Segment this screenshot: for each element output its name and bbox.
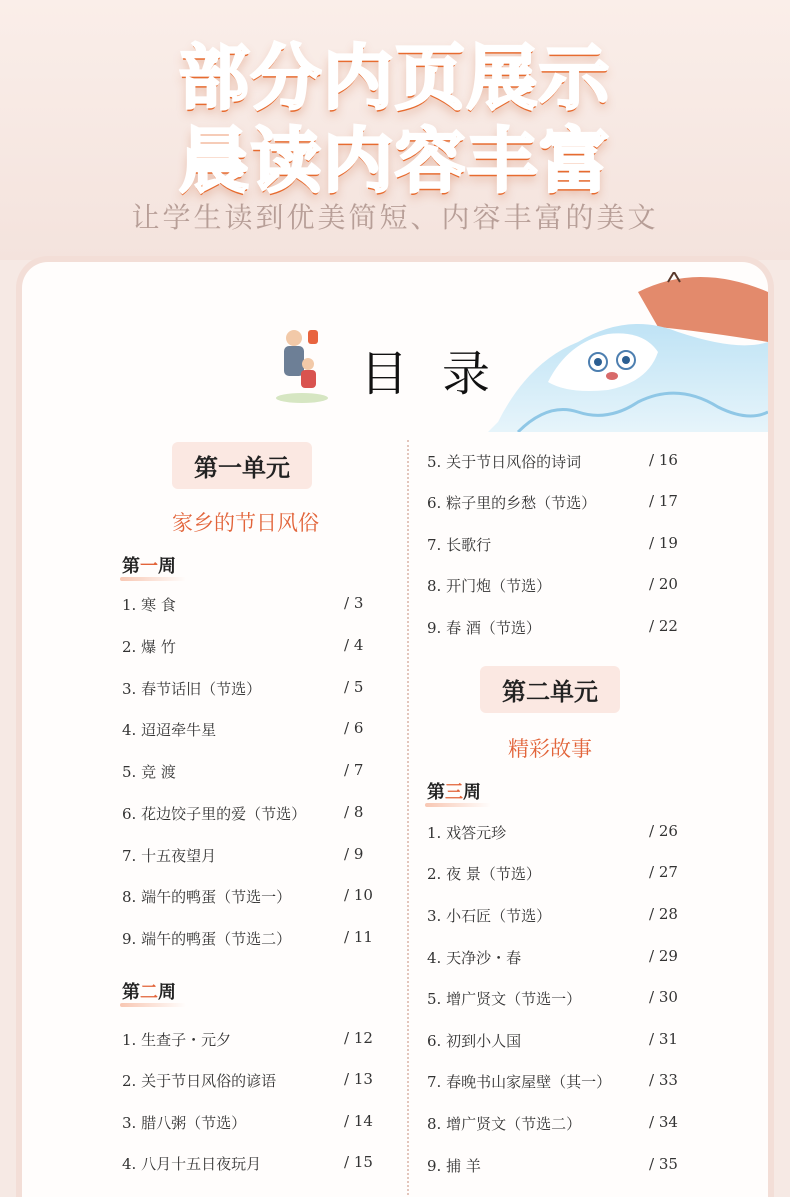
toc-entry-page: / 15	[344, 1153, 373, 1171]
toc-entry[interactable]: 7. 春晚书山家屋壁（其一）	[427, 1073, 612, 1091]
week-prefix: 第	[427, 782, 445, 803]
toc-page	[22, 262, 768, 1197]
toc-entry-page: / 3	[344, 594, 364, 612]
toc-entry-page: / 22	[649, 617, 678, 635]
toc-entry-page: / 14	[344, 1112, 373, 1130]
toc-entry-page: / 33	[649, 1071, 678, 1089]
toc-entry[interactable]: 8. 端午的鸭蛋（节选一）	[122, 888, 292, 906]
week-suffix: 周	[158, 982, 176, 1003]
unit-title-1: 第一单元	[172, 442, 312, 489]
toc-entry[interactable]: 6. 花边饺子里的爱（节选）	[122, 805, 307, 823]
toc-entry-page: / 28	[649, 905, 678, 923]
toc-entry-page: / 17	[649, 492, 678, 510]
week-prefix: 第	[122, 982, 140, 1003]
week-prefix: 第	[122, 556, 140, 577]
toc-entry[interactable]: 7. 十五夜望月	[122, 847, 217, 865]
toc-entry[interactable]: 2. 关于节日风俗的谚语	[122, 1072, 277, 1090]
week-suffix: 周	[158, 556, 176, 577]
toc-entry-page: / 16	[649, 451, 678, 469]
week-heading-3	[427, 778, 481, 804]
toc-entry-page: / 12	[344, 1029, 373, 1047]
reading-kids-icon	[272, 324, 332, 404]
toc-entry[interactable]: 9. 春 酒（节选）	[427, 619, 541, 637]
toc-entry[interactable]: 5. 关于节日风俗的诗词	[427, 453, 582, 471]
toc-entry-page: / 10	[344, 886, 373, 904]
unit-theme-2: 精彩故事	[508, 737, 592, 761]
week-number: 一	[140, 556, 158, 577]
promo-subtitle: 让学生读到优美简短、内容丰富的美文	[131, 201, 659, 234]
promo-header	[0, 0, 790, 260]
toc-entry-page: / 27	[649, 863, 678, 881]
toc-entry[interactable]: 5. 竞 渡	[122, 763, 176, 781]
toc-entry[interactable]: 1. 戏答元珍	[427, 824, 507, 842]
toc-entry-page: / 5	[344, 678, 364, 696]
toc-entry[interactable]: 6. 初到小人国	[427, 1032, 522, 1050]
week-suffix: 周	[463, 782, 481, 803]
toc-entry-page: / 34	[649, 1113, 678, 1131]
toc-entry[interactable]: 8. 开门炮（节选）	[427, 577, 552, 595]
toc-entry[interactable]: 4. 八月十五日夜玩月	[122, 1155, 262, 1173]
toc-entry[interactable]: 8. 增广贤文（节选二）	[427, 1115, 582, 1133]
toc-entry-page: / 35	[649, 1155, 678, 1173]
toc-entry[interactable]: 4. 天净沙・春	[427, 949, 522, 967]
toc-entry[interactable]: 3. 腊八粥（节选）	[122, 1114, 247, 1132]
week-number: 二	[140, 982, 158, 1003]
toc-heading: 目录	[360, 346, 525, 402]
toc-entry-page: / 7	[344, 761, 364, 779]
toc-entry-page: / 8	[344, 803, 364, 821]
toc-entry-page: / 11	[344, 928, 373, 946]
toc-entry[interactable]: 1. 寒 食	[122, 596, 176, 614]
toc-entry[interactable]: 2. 夜 景（节选）	[427, 865, 541, 883]
toc-entry[interactable]: 6. 粽子里的乡愁（节选）	[427, 494, 597, 512]
toc-entry[interactable]: 3. 春节话旧（节选）	[122, 680, 262, 698]
promo-title-line2: 晨读内容丰富	[179, 120, 611, 202]
week-number: 三	[445, 782, 463, 803]
toc-entry[interactable]: 9. 捕 羊	[427, 1157, 481, 1175]
toc-entry-page: / 6	[344, 719, 364, 737]
week-heading-2	[122, 978, 176, 1004]
column-divider	[407, 440, 409, 1195]
toc-entry[interactable]: 7. 长歌行	[427, 536, 492, 554]
week-heading-1	[122, 552, 176, 578]
promo-title-line1: 部分内页展示	[179, 37, 611, 119]
toc-entry[interactable]: 3. 小石匠（节选）	[427, 907, 552, 925]
toc-entry-page: / 19	[649, 534, 678, 552]
toc-entry-page: / 31	[649, 1030, 678, 1048]
toc-entry-page: / 26	[649, 822, 678, 840]
toc-entry[interactable]: 1. 生查子・元夕	[122, 1031, 232, 1049]
unit-title-2: 第二单元	[480, 666, 620, 713]
toc-illustration-area	[22, 262, 768, 432]
toc-entry[interactable]: 4. 迢迢牵牛星	[122, 721, 217, 739]
unit-theme-1: 家乡的节日风俗	[172, 511, 319, 535]
toc-entry[interactable]: 9. 端午的鸭蛋（节选二）	[122, 930, 292, 948]
toc-entry[interactable]: 5. 增广贤文（节选一）	[427, 990, 582, 1008]
toc-entry-page: / 29	[649, 947, 678, 965]
toc-entry-page: / 20	[649, 575, 678, 593]
toc-entry-page: / 30	[649, 988, 678, 1006]
toc-entry-page: / 4	[344, 636, 364, 654]
toc-entry-page: / 9	[344, 845, 364, 863]
toc-entry-page: / 13	[344, 1070, 373, 1088]
toc-entry[interactable]: 2. 爆 竹	[122, 638, 176, 656]
